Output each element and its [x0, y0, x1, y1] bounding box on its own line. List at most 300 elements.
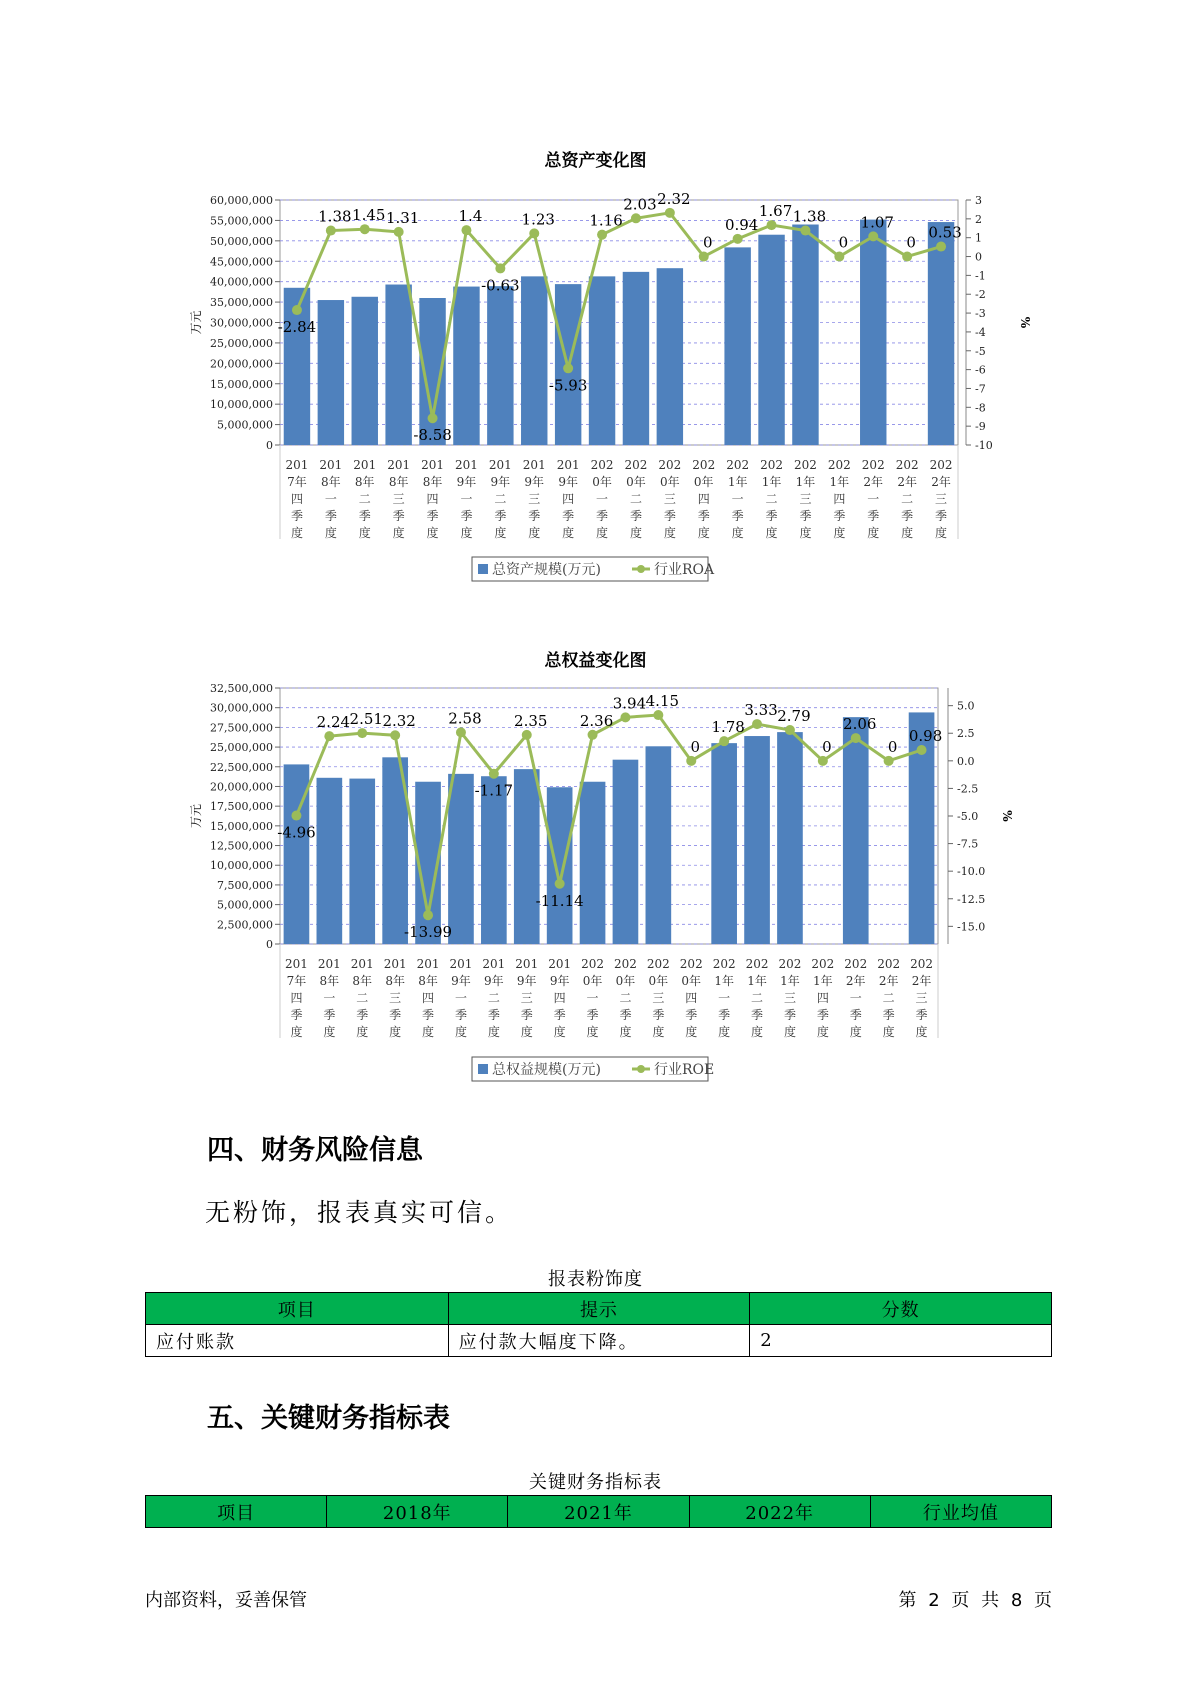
left-tick-label: 45,000,000	[210, 255, 273, 269]
category-label-line: 度	[323, 1025, 336, 1039]
category-label-line: 季	[487, 1008, 500, 1022]
section4-table-caption: 报表粉饰度	[548, 1269, 643, 1290]
bar	[521, 276, 547, 445]
category-label	[319, 458, 342, 540]
line-point	[522, 730, 532, 740]
category-label-line: 季	[324, 509, 337, 523]
data-label: -1.17	[474, 781, 514, 800]
category-label-line: 三	[783, 991, 796, 1005]
line-point	[767, 220, 777, 230]
left-tick-label: 27,500,000	[210, 721, 273, 735]
category-label-line: 201	[522, 458, 546, 472]
category-label-line: 二	[358, 492, 371, 506]
category-label-line: 季	[867, 509, 880, 523]
left-tick-label: 10,000,000	[210, 398, 273, 412]
line-point	[620, 712, 630, 722]
category-label-line: 一	[718, 991, 731, 1005]
right-tick-label: -10	[975, 439, 993, 452]
category-label-line: 度	[935, 526, 948, 540]
table-header-2018: 2018年	[327, 1496, 508, 1528]
bar	[777, 732, 803, 944]
left-tick-label: 10,000,000	[210, 859, 273, 873]
category-label-line: 0年	[660, 475, 680, 489]
category-label	[548, 957, 571, 1039]
line-point	[456, 727, 466, 737]
table-cell: 2	[750, 1325, 1052, 1357]
bar	[580, 782, 606, 944]
category-label-line: 2年	[931, 475, 951, 489]
category-label-line: 度	[915, 1025, 928, 1039]
right-tick-label: 3	[975, 194, 982, 207]
category-label-line: 201	[548, 957, 572, 971]
category-label-line: 一	[324, 492, 337, 506]
bar	[385, 285, 411, 445]
category-label-line: 度	[685, 1025, 698, 1039]
category-label-line: 三	[915, 991, 928, 1005]
category-label-line: 202	[658, 458, 682, 472]
legend-line-marker	[637, 565, 645, 573]
category-label-line: 201	[488, 458, 512, 472]
left-tick-label: 12,500,000	[210, 839, 273, 853]
category-label-line: 度	[867, 526, 880, 540]
category-label-line: 度	[731, 526, 744, 540]
category-label-line: 季	[799, 509, 812, 523]
category-label-line: 度	[652, 1025, 665, 1039]
category-label-line: 季	[652, 1008, 665, 1022]
bar	[657, 268, 683, 445]
bar	[724, 247, 750, 445]
category-label-line: 四	[290, 492, 303, 506]
data-label: 0.53	[928, 223, 962, 242]
category-label-line: 202	[624, 458, 648, 472]
category-label-line: 0年	[693, 475, 714, 489]
right-tick-label: 2	[975, 212, 982, 226]
category-label-line: 202	[793, 458, 817, 472]
data-label: 1.23	[521, 210, 555, 229]
category-label-line: 季	[718, 1008, 731, 1022]
category-label-line: 度	[765, 526, 778, 540]
bar	[453, 287, 479, 445]
category-label-line: 0年	[592, 475, 612, 489]
category-label	[877, 957, 900, 1039]
y-axis-label-left: 万元	[189, 310, 203, 335]
left-tick-label: 7,500,000	[217, 878, 273, 892]
category-label-line: 季	[901, 509, 914, 523]
category-label-line: 201	[353, 458, 377, 472]
bar	[352, 297, 378, 445]
category-label-line: 季	[619, 1008, 632, 1022]
category-label-line: 0年	[681, 974, 702, 988]
category-label-line: 二	[882, 991, 895, 1005]
category-label-line: 二	[751, 991, 764, 1005]
bar	[448, 774, 474, 944]
category-label-line: 一	[731, 492, 744, 506]
line-point	[360, 224, 370, 234]
data-label: 0	[838, 233, 849, 252]
left-tick-label: 32,500,000	[210, 682, 273, 695]
table-row	[146, 1325, 1052, 1357]
category-label	[285, 957, 308, 1039]
category-label-line: 2年	[911, 974, 932, 988]
line-point	[733, 234, 743, 244]
bar	[758, 235, 784, 445]
category-label-line: 0年	[648, 974, 669, 988]
category-label-line: 201	[317, 957, 341, 971]
line-point	[917, 745, 927, 755]
category-label-line: 202	[929, 458, 953, 472]
line-point	[631, 213, 641, 223]
key-indicators-table	[145, 1495, 1052, 1528]
right-tick-label: -6	[975, 363, 986, 377]
chart-title-assets: 总资产变化图	[544, 151, 647, 171]
y-axis-label-right: %	[1000, 810, 1014, 822]
line-point	[489, 769, 499, 779]
line-point	[588, 730, 598, 740]
category-label-line: 201	[454, 458, 478, 472]
category-label-line: 8年	[385, 974, 405, 988]
line-point	[597, 230, 607, 240]
category-label-line: 四	[697, 492, 710, 506]
data-label: 2.79	[777, 707, 811, 726]
data-label: 3.33	[744, 701, 778, 720]
section4-paragraph: 无粉饰，报表真实可信。	[205, 1198, 514, 1227]
table-header-industry-avg: 行业均值	[870, 1496, 1051, 1528]
chart-title-equity: 总权益变化图	[544, 651, 647, 671]
category-label-line: 度	[783, 1025, 796, 1039]
left-tick-label: 5,000,000	[217, 418, 273, 432]
category-label-line: 四	[816, 991, 829, 1005]
category-label-line: 度	[520, 1025, 533, 1039]
category-label-line: 度	[751, 1025, 764, 1039]
category-label-line: 三	[935, 492, 948, 506]
category-label-line: 8年	[418, 974, 438, 988]
data-label: 3.94	[612, 694, 647, 713]
category-label-line: 四	[833, 492, 846, 506]
bar	[613, 760, 639, 944]
category-label-line: 季	[915, 1008, 928, 1022]
legend-bar-swatch	[478, 1064, 488, 1074]
category-label-line: 季	[323, 1008, 336, 1022]
category-label-line: 9年	[484, 974, 504, 988]
category-label-line: 季	[389, 1008, 402, 1022]
category-label-line: 201	[449, 957, 473, 971]
category-label-line: 季	[290, 1008, 303, 1022]
category-label-line: 202	[811, 957, 835, 971]
category-label-line: 201	[285, 458, 309, 472]
category-label	[862, 458, 885, 540]
category-label-line: 四	[290, 991, 303, 1005]
line-point	[752, 719, 762, 729]
category-label	[449, 957, 472, 1039]
line-point	[357, 728, 367, 738]
left-tick-label: 15,000,000	[210, 377, 273, 391]
line-point	[428, 413, 438, 423]
line-point	[461, 225, 471, 235]
category-label-line: 2年	[845, 974, 866, 988]
category-label-line: 1年	[829, 475, 850, 489]
category-label-line: 季	[783, 1008, 796, 1022]
line-point	[834, 252, 844, 262]
data-label: 2.35	[514, 711, 548, 730]
category-label-line: 季	[731, 509, 744, 523]
right-tick-label: -4	[975, 325, 986, 339]
category-label-line: 季	[697, 509, 710, 523]
y-axis-label-right: %	[1018, 316, 1032, 329]
data-label: -13.99	[404, 923, 453, 942]
right-tick-label: 0.0	[957, 754, 975, 768]
table-header-2022: 2022年	[689, 1496, 870, 1528]
y-axis-label-left: 万元	[189, 803, 203, 829]
line-point	[555, 879, 565, 889]
category-label-line: 度	[562, 526, 575, 540]
category-label-line: 度	[799, 526, 812, 540]
category-label-line: 度	[494, 526, 507, 540]
right-tick-label: -3	[975, 307, 986, 321]
category-label-line: 2年	[878, 974, 899, 988]
category-label-line: 201	[387, 458, 411, 472]
category-label-line: 1年	[813, 974, 833, 988]
category-label	[523, 458, 546, 540]
data-label: 2.32	[382, 712, 416, 731]
bar	[589, 276, 615, 445]
left-tick-label: 25,000,000	[210, 741, 273, 755]
category-label-line: 201	[556, 458, 580, 472]
category-label	[794, 458, 817, 540]
category-label-line: 201	[383, 957, 407, 971]
right-tick-label: -15.0	[957, 920, 986, 934]
data-label: 2.36	[579, 711, 614, 730]
category-label	[910, 957, 933, 1039]
category-label-line: 度	[358, 526, 371, 540]
category-label-line: 度	[849, 1025, 862, 1039]
line-point	[653, 710, 663, 720]
category-label-line: 201	[482, 957, 506, 971]
line-point	[292, 305, 302, 315]
category-label-line: 度	[629, 526, 642, 540]
category-label	[811, 957, 834, 1039]
category-label-line: 季	[553, 1008, 566, 1022]
category-label	[489, 458, 512, 540]
left-tick-label: 30,000,000	[210, 701, 273, 715]
table-header-score: 分数	[750, 1293, 1052, 1325]
category-label-line: 202	[646, 957, 670, 971]
category-label-line: 2年	[897, 475, 917, 489]
line-point	[818, 756, 828, 766]
left-tick-label: 0	[266, 439, 273, 452]
category-label-line: 季	[426, 509, 439, 523]
category-label-line: 7年	[286, 974, 307, 988]
category-label-line: 度	[454, 1025, 467, 1039]
table-header-item: 项目	[146, 1293, 449, 1325]
bar	[547, 787, 573, 944]
right-tick-label: -1	[975, 269, 986, 283]
category-label-line: 三	[663, 492, 676, 506]
category-label-line: 度	[816, 1025, 829, 1039]
category-label-line: 一	[849, 991, 862, 1005]
legend-bar-swatch	[478, 564, 488, 574]
category-label	[515, 957, 538, 1039]
data-label: 4.15	[645, 692, 680, 711]
category-label-line: 度	[422, 1025, 435, 1039]
category-label-line: 202	[844, 957, 868, 971]
category-label	[828, 458, 851, 540]
category-label-line: 季	[816, 1008, 829, 1022]
line-point	[291, 811, 301, 821]
right-tick-label: -7.5	[957, 837, 979, 851]
data-label: 1.78	[711, 718, 745, 737]
category-label-line: 度	[901, 526, 914, 540]
category-label	[760, 458, 783, 540]
category-label-line: 度	[596, 526, 609, 540]
data-label: -5.93	[548, 376, 588, 395]
right-tick-label: 1	[975, 231, 982, 245]
category-label-line: 0年	[615, 974, 636, 988]
data-label: 1.38	[318, 207, 352, 226]
category-label-line: 8年	[352, 974, 373, 988]
right-tick-label: -10.0	[957, 865, 986, 879]
category-label-line: 季	[520, 1008, 533, 1022]
section4-heading: 四、财务风险信息	[207, 1135, 423, 1166]
data-label: 0	[690, 737, 701, 756]
right-tick-label: -2.5	[957, 782, 979, 796]
left-tick-label: 17,500,000	[210, 800, 273, 814]
bar	[487, 286, 513, 445]
category-label-line: 度	[324, 526, 337, 540]
category-label-line: 202	[726, 458, 750, 472]
line-point	[529, 228, 539, 238]
table-header-hint: 提示	[448, 1293, 750, 1325]
category-label	[455, 458, 478, 540]
left-tick-label: 15,000,000	[210, 819, 273, 833]
category-label-line: 度	[356, 1025, 369, 1039]
line-point	[324, 731, 334, 741]
data-label: 1.4	[458, 207, 483, 226]
whitewash-table	[145, 1292, 1052, 1357]
line-point	[699, 252, 709, 262]
category-label-line: 季	[290, 509, 303, 523]
data-label: 2.58	[448, 709, 482, 728]
category-label-line: 季	[935, 509, 948, 523]
category-label-line: 度	[586, 1025, 599, 1039]
category-label-line: 202	[895, 458, 919, 472]
data-label: 1.67	[758, 202, 793, 221]
category-label	[930, 458, 953, 540]
line-point	[884, 756, 894, 766]
category-label-line: 202	[827, 458, 851, 472]
category-label-line: 一	[454, 991, 467, 1005]
legend-bar-label: 总权益规模(万元)	[492, 1062, 601, 1078]
line-point	[936, 242, 946, 252]
line-point	[851, 733, 861, 743]
category-label-line: 一	[596, 492, 609, 506]
data-label: 1.16	[589, 211, 623, 230]
line-point	[686, 756, 696, 766]
category-label-line: 度	[392, 526, 405, 540]
category-label-line: 四	[422, 991, 435, 1005]
category-label-line: 度	[718, 1025, 731, 1039]
category-label-line: 季	[356, 1008, 369, 1022]
category-label-line: 7年	[287, 475, 307, 489]
line-point	[800, 226, 810, 236]
category-label-line: 季	[562, 509, 575, 523]
right-tick-label: -8	[975, 401, 986, 415]
line-point	[665, 208, 675, 218]
data-label: 1.07	[860, 213, 894, 232]
category-label-line: 201	[319, 458, 343, 472]
category-label-line: 季	[460, 509, 473, 523]
category-label	[624, 458, 647, 540]
category-label-line: 四	[553, 991, 566, 1005]
data-label: 0.94	[724, 215, 759, 234]
category-label-line: 四	[685, 991, 698, 1005]
category-label-line: 202	[679, 957, 703, 971]
category-label-line: 二	[619, 991, 632, 1005]
category-label-line: 季	[663, 509, 676, 523]
category-label-line: 202	[877, 957, 901, 971]
bar	[349, 779, 375, 944]
category-label-line: 二	[901, 492, 914, 506]
category-label-line: 季	[422, 1008, 435, 1022]
category-label-line: 202	[760, 458, 784, 472]
category-label	[581, 957, 604, 1039]
category-label-line: 9年	[549, 974, 570, 988]
footer-page-number: 第 2 页 共 8 页	[898, 1590, 1052, 1611]
category-label-line: 三	[520, 991, 533, 1005]
category-label-line: 季	[882, 1008, 895, 1022]
section5-table-caption: 关键财务指标表	[529, 1472, 662, 1493]
category-label-line: 四	[426, 492, 439, 506]
category-label-line: 度	[553, 1025, 566, 1039]
data-label: 0.98	[908, 727, 943, 746]
category-label-line: 1年	[780, 974, 800, 988]
category-label-line: 二	[765, 492, 778, 506]
category-label-line: 一	[586, 991, 599, 1005]
line-point	[902, 252, 912, 262]
left-tick-label: 20,000,000	[210, 357, 273, 371]
left-tick-label: 2,500,000	[217, 918, 273, 932]
category-label-line: 三	[389, 991, 402, 1005]
category-label-line: 季	[833, 509, 846, 523]
category-label	[647, 957, 670, 1039]
category-label	[680, 957, 703, 1039]
category-label-line: 季	[586, 1008, 599, 1022]
bar	[514, 769, 540, 944]
legend-line-label: 行业ROA	[654, 562, 715, 578]
bar	[792, 225, 818, 446]
category-label-line: 9年	[451, 974, 471, 988]
right-tick-label: -7	[975, 382, 986, 396]
table-header-2021: 2021年	[508, 1496, 689, 1528]
category-label-line: 度	[619, 1025, 632, 1039]
left-tick-label: 22,500,000	[210, 760, 273, 774]
category-label	[726, 458, 749, 540]
category-label-line: 8年	[388, 475, 409, 489]
category-label-line: 202	[712, 957, 736, 971]
bar	[481, 776, 507, 944]
legend-line-marker	[637, 1065, 645, 1073]
line-point	[563, 363, 573, 373]
bar	[317, 778, 343, 944]
data-label: -2.84	[277, 318, 317, 337]
category-label-line: 四	[562, 492, 575, 506]
category-label-line: 三	[528, 492, 541, 506]
right-tick-label: -12.5	[957, 892, 986, 906]
category-label-line: 202	[745, 957, 769, 971]
right-tick-label: -9	[975, 420, 986, 434]
data-label: 0	[906, 233, 916, 252]
data-label: 2.32	[657, 189, 691, 208]
data-label: -8.58	[413, 426, 452, 445]
